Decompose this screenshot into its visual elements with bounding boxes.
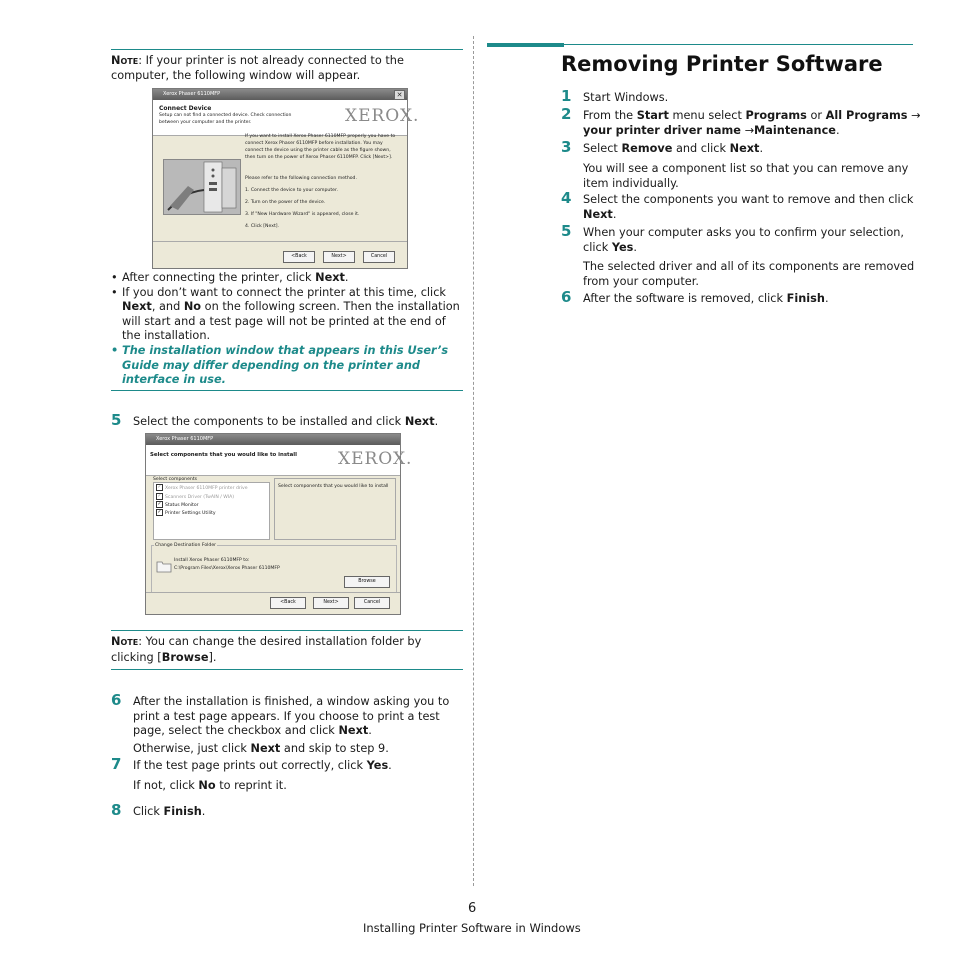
step-subtext [133,742,458,757]
note-bold: Browse [161,651,209,664]
component-label: Xerox Phaser 6110MFP printer drive [165,486,248,491]
note-text: : If your printer is not already connected to the computer, the following window will appear. [111,54,404,82]
dialog-separator [153,241,407,242]
step-number: 2 [561,105,572,123]
checkbox[interactable]: ✓ [157,484,162,490]
folder-icon [156,559,172,573]
step-bold: Yes [366,759,389,772]
bullet-text: After connecting the printer, click [122,271,316,284]
note-text: : You can change the desired installation folder by clicking [ [111,635,422,664]
step-bold: Next [250,742,281,755]
bullet-icon: • [111,271,118,284]
dialog-refer: Please refer to the following connection method. [245,176,357,181]
arrow-icon: → [907,109,921,122]
step-number: 6 [111,691,122,709]
dialog-titlebar [146,434,400,445]
back-button[interactable]: <Back [283,251,315,263]
step-bold: Remove [621,142,673,155]
step-number: 6 [561,288,572,306]
step-text-part: Otherwise, just click [133,742,251,755]
step-number: 3 [561,138,572,156]
step-text-part: From the [583,109,637,122]
destination-label: Change Destination Folder [155,543,217,548]
connection-illustration [163,159,241,215]
step-text-part: . [201,805,206,818]
step-text [583,292,918,307]
bullet-list [111,271,463,388]
list-item[interactable] [154,483,269,493]
component-description [274,478,396,540]
dialog-step-3: 3. If "New Hardware Wizard" is appeared, close it. [245,212,360,217]
dialog-intro: If you want to install Xerox Phaser 6110MFP properly you have to connect Xerox Phaser 6110MFP before installation. You may connect the device using the printer cable as the figure shown, then turn on the power of Xerox Phaser 6110MFP. Click [Next>]. [245,134,396,160]
bullet-text: . [344,271,349,284]
step-text-part: . [388,759,392,772]
next-button[interactable]: Next> [323,251,355,263]
note-top-rule [111,630,463,631]
note-label: Note [111,635,139,648]
step-text [583,226,918,255]
connect-device-dialog [152,88,420,269]
step-text-part: If the test page prints out correctly, click [133,759,367,772]
bullet-text: If you don’t want to connect the printer at this time, click [122,285,446,299]
step-text-part: . [612,207,617,221]
dialog-step-2: 2. Turn on the power of the device. [245,200,326,205]
arrow-icon: → [740,123,755,137]
cancel-button[interactable]: Cancel [354,597,390,609]
step-text-part: . [434,415,439,428]
step-number: 7 [111,755,122,773]
step-number: 5 [561,222,572,240]
component-label: Status Monitor [165,503,199,508]
step-bold: Finish [786,292,825,305]
step-text-part: and skip to step 9. [280,742,389,755]
list-item[interactable] [154,501,269,509]
select-components-dialog [145,433,413,615]
step-text [583,193,918,222]
dialog-titlebar [153,89,407,100]
bullet-icon: • [111,285,118,299]
checkbox[interactable]: ✓ [157,509,162,515]
step-text [133,695,458,739]
cancel-button[interactable]: Cancel [363,251,395,263]
step-bold: your printer driver name [583,123,741,137]
step-text-part: If not, click [133,779,199,792]
install-path: C:\Program Files\Xerox\Xerox Phaser 6110MFP [174,566,280,571]
back-button[interactable]: <Back [270,597,306,609]
step-subtext [133,779,458,794]
list-item [111,271,463,286]
step-bold: Start [636,109,669,122]
step-text-part: or [806,109,826,122]
step-text-part: . [633,240,637,254]
step-number: 8 [111,801,122,819]
xerox-logo: XEROX. [338,449,413,469]
step-text-part: Select [583,142,622,155]
step-bold: Finish [163,805,202,818]
step-text-part: Select the components to be installed and click [133,415,405,428]
step-text: Start Windows. [583,91,669,104]
checkbox[interactable]: ✓ [157,493,162,499]
browse-button[interactable]: Browse [344,576,390,588]
list-item[interactable] [154,493,269,501]
description-text: Select components that you would like to install [278,484,389,489]
section-title: Removing Printer Software [561,52,883,76]
component-label: Printer Settings Utility [165,511,216,516]
column-divider [473,36,474,886]
step-text-part: After the software is removed, click [583,292,787,305]
dialog-subheading: Setup can not find a connected device. Check connection between your computer and the printer. [159,113,292,125]
dialog-heading: Select components that you would like to install [150,452,297,458]
note-bottom-rule [111,390,463,391]
dialog-title: Xerox Phaser 6110MFP [156,436,214,442]
bullet-bold: Next [122,300,152,314]
xerox-logo: XEROX. [345,106,420,126]
step-number: 1 [561,87,572,105]
step-bold: Next [338,724,369,738]
step-text-part: Click [133,805,164,818]
dialog-header [153,100,420,136]
step-bold: All Programs [825,109,908,122]
dialog-separator [146,592,400,593]
step-number: 4 [561,189,572,207]
list-item [111,286,463,344]
close-icon[interactable]: ✕ [394,90,405,100]
step-subtext: You will see a component list so that you can remove any item individually. [583,162,909,190]
component-label: Scanners Driver (TwAIN / WIA) [165,495,235,500]
step-text [133,415,463,430]
components-list [153,482,270,540]
bullet-bold: Next [315,271,345,284]
step-text-part: When your computer asks you to confirm your selection, click [583,226,905,254]
step-subtext: The selected driver and all of its components are removed from your computer. [583,260,915,288]
note-bottom-rule [111,669,463,670]
bullet-icon: • [111,343,119,357]
note-install [111,54,461,83]
note-browse [111,634,451,666]
list-item [111,344,463,388]
page-number: 6 [468,901,477,916]
dialog-header [146,445,413,476]
components-group-label: Select components [153,477,198,482]
step-number: 5 [111,411,122,429]
step-bold: Programs [745,109,807,122]
step-text-part: . [824,292,829,305]
install-to-text: Install Xerox Phaser 6110MFP to: [174,558,250,563]
step-text-part: After the installation is finished, a window asking you to print a test page appears. If you choose to print a test page, select the checkbox and click [133,695,450,738]
step-text-part: . [759,142,764,155]
step-text [133,759,458,774]
step-text-part: menu select [668,109,746,122]
note-label: Note [111,54,139,67]
step-text-part: . [835,123,840,137]
step-text-part: to reprint it. [215,779,287,792]
step-bold: No [198,779,216,792]
step-bold: Next [404,415,435,428]
note-top-rule [111,49,463,50]
step-text-part: Select the components you want to remove and then click [583,193,914,206]
step-text [133,805,458,820]
note-text: ]. [208,651,217,664]
footer-section-title: Installing Printer Software in Windows [363,921,581,935]
bullet-text: , and [151,300,184,314]
list-item[interactable] [154,509,269,517]
step-bold: Maintenance [754,123,836,137]
dialog-step-1: 1. Connect the device to your computer. [245,188,338,193]
step-text [583,109,923,138]
step-text-part: and click [672,142,730,155]
dialog-title: Xerox Phaser 6110MFP [163,91,221,97]
section-top-rule [487,44,913,45]
printer-cable-icon [164,160,240,214]
dialog-heading: Connect Device [159,105,212,112]
bullet-note: The installation window that appears in this User’s Guide may differ depending on the printer and interface in use. [122,343,449,387]
next-button[interactable]: Next> [313,597,349,609]
bullet-bold: No [183,300,202,314]
step-bold: Next [583,207,613,221]
bullet-text: on the following screen. Then the installation will start and a test page will not be printed at the end of the installation. [122,300,460,343]
step-text [583,142,918,157]
dialog-step-4: 4. Click [Next]. [245,224,279,229]
step-bold: Yes [611,240,634,254]
step-bold: Next [729,142,760,155]
step-text-part: . [368,724,372,738]
checkbox[interactable]: ✓ [157,501,162,507]
